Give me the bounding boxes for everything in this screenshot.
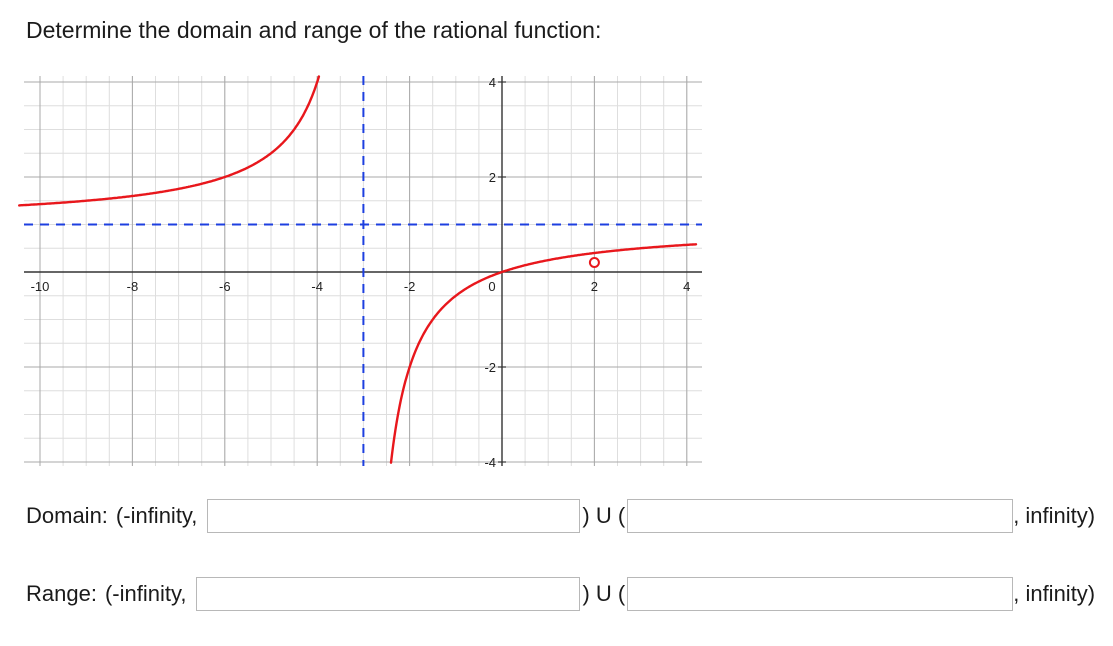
domain-input-2[interactable] xyxy=(627,499,1013,533)
domain-row xyxy=(26,498,1095,534)
domain-label: Domain: xyxy=(26,503,108,528)
domain-input-1[interactable] xyxy=(207,499,580,533)
domain-prefix: (-infinity, xyxy=(115,503,198,528)
domain-union-text: ) U ( xyxy=(582,503,626,528)
domain-suffix: , infinity) xyxy=(1013,503,1096,528)
y-tick-label: 2 xyxy=(488,170,496,185)
range-input-2[interactable] xyxy=(627,577,1013,611)
range-row xyxy=(26,576,1095,612)
y-tick-label: -2 xyxy=(484,360,496,375)
range-union-text: ) U ( xyxy=(582,581,626,606)
x-tick-label: 2 xyxy=(590,279,599,294)
range-suffix: , infinity) xyxy=(1013,581,1096,606)
question-text: Determine the domain and range of the rational function: xyxy=(26,17,602,43)
x-tick-label: -6 xyxy=(219,279,231,294)
x-tick-label: -10 xyxy=(30,279,50,294)
x-tick-label: 4 xyxy=(683,279,691,294)
x-tick-label: 0 xyxy=(488,279,496,294)
hole-point xyxy=(590,258,599,267)
y-tick-label: -4 xyxy=(484,455,496,470)
curve-left-branch xyxy=(19,77,319,206)
range-prefix: (-infinity, xyxy=(104,581,187,606)
y-tick-label: 4 xyxy=(488,75,496,90)
x-tick-label: -4 xyxy=(311,279,323,294)
curve-right-branch xyxy=(391,244,696,462)
range-input-1[interactable] xyxy=(196,577,580,611)
range-label: Range: xyxy=(26,581,97,606)
x-tick-label: -2 xyxy=(403,279,416,294)
x-tick-label: -8 xyxy=(126,279,139,294)
